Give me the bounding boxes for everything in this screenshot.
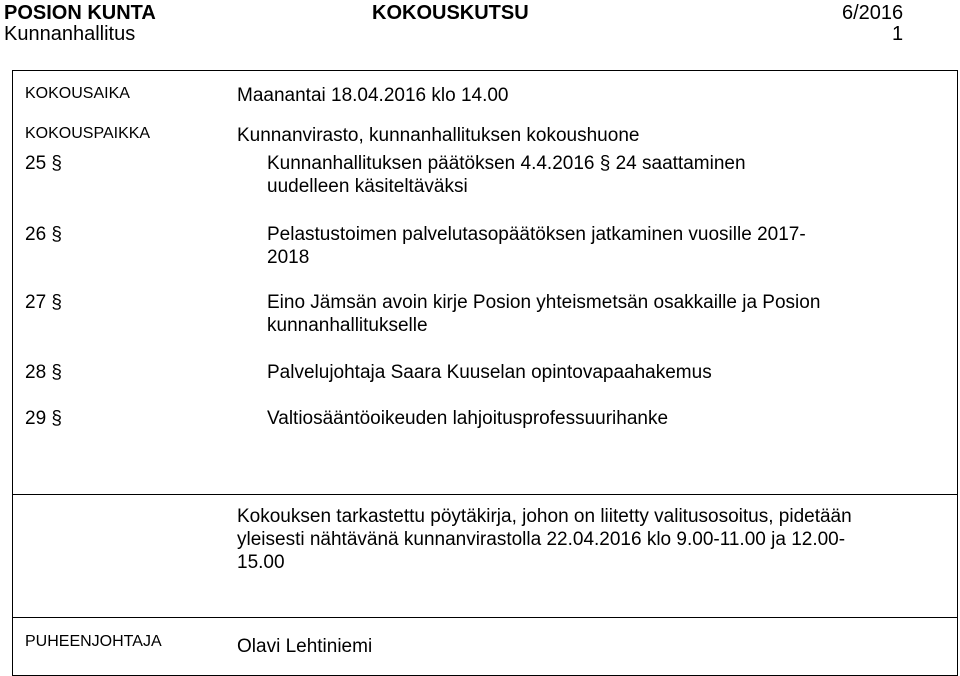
notice-line3: 15.00	[237, 552, 285, 573]
agenda-title-line1: Kunnanhallituksen päätöksen 4.4.2016 § 24 saattaminen	[267, 153, 746, 174]
chair-label: PUHEENJOHTAJA	[25, 633, 162, 650]
notice-line2: yleisesti nähtävänä kunnanvirastolla 22.04.2016 klo 9.00-11.00 ja 12.00-	[237, 529, 846, 550]
section-sign: §	[51, 292, 62, 313]
org-name: POSION KUNTA	[4, 2, 156, 24]
agenda-number: 28 §	[25, 362, 62, 383]
section-sign: §	[51, 224, 62, 245]
section-sign: §	[51, 408, 62, 429]
notice-line1: Kokouksen tarkastettu pöytäkirja, johon on liitetty valitusosoitus, pidetään	[237, 506, 852, 527]
page-number: 1	[892, 23, 904, 45]
agenda-title-line1: Palvelujohtaja Saara Kuuselan opintovapaahakemus	[267, 362, 712, 383]
doc-number: 6/2016	[842, 2, 904, 24]
agenda-number: 25 §	[25, 153, 62, 174]
agenda-title-line2: 2018	[267, 247, 310, 268]
meeting-time-label: KOKOUSAIKA	[25, 85, 130, 102]
agenda-number: 27 §	[25, 292, 62, 313]
agenda-title-line2: uudelleen käsiteltäväksi	[267, 176, 468, 197]
doc-type: KOKOUSKUTSU	[372, 2, 529, 24]
agenda-title-line1: Eino Jämsän avoin kirje Posion yhteismetsän osakkaille ja Posion	[267, 292, 821, 313]
section-sign: §	[51, 153, 62, 174]
agenda-number: 26 §	[25, 224, 62, 245]
body-name: Kunnanhallitus	[4, 23, 136, 45]
agenda-title-line2: kunnanhallitukselle	[267, 315, 428, 336]
agenda-number: 29 §	[25, 408, 62, 429]
meeting-time-value: Maanantai 18.04.2016 klo 14.00	[237, 85, 509, 106]
section-sign: §	[51, 362, 62, 383]
meeting-place-value: Kunnanvirasto, kunnanhallituksen kokoushuone	[237, 125, 640, 146]
agenda-title-line1: Pelastustoimen palvelutasopäätöksen jatkaminen vuosille 2017-	[267, 224, 806, 245]
meeting-place-label: KOKOUSPAIKKA	[25, 125, 151, 142]
agenda-title-line1: Valtiosääntöoikeuden lahjoitusprofessuurihanke	[267, 408, 669, 429]
chair-name: Olavi Lehtiniemi	[237, 636, 373, 657]
